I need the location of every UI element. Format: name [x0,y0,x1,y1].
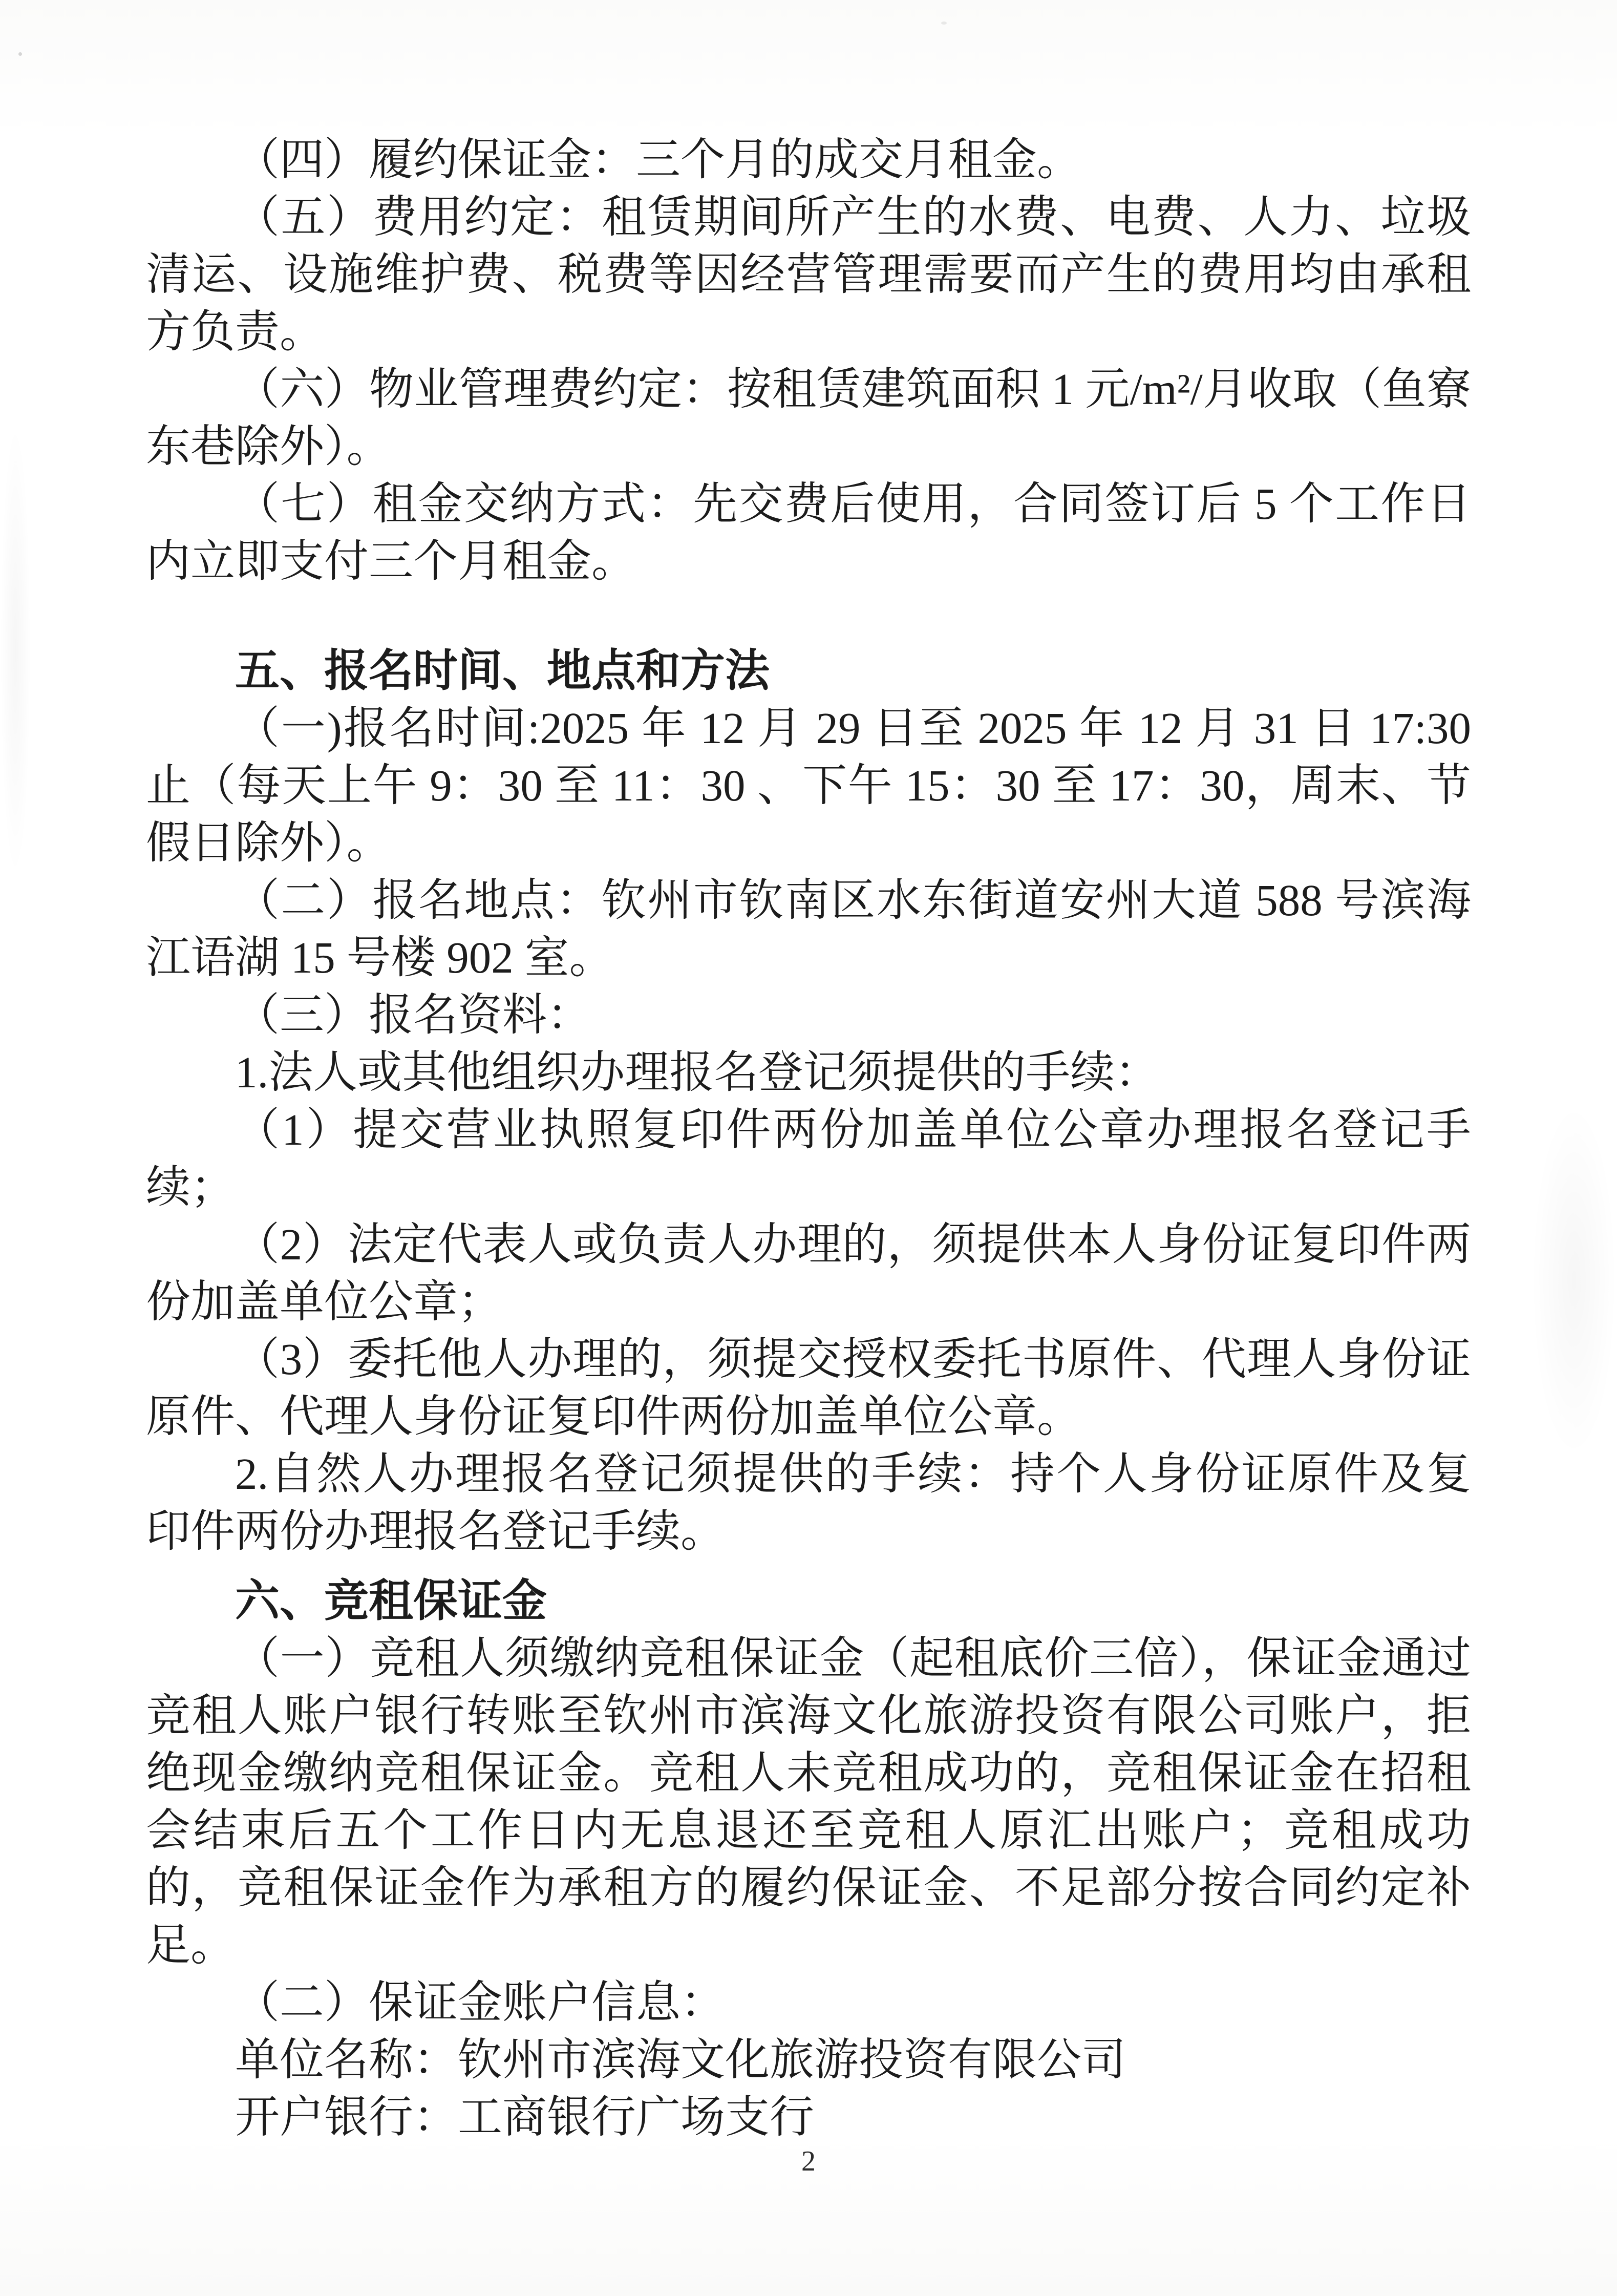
registration-location: （二）报名地点：钦州市钦南区水东街道安州大道 588 号滨海江语湖 15 号楼 902 室。 [146,875,1471,982]
scan-smudge [0,420,31,881]
registration-materials-label: （三）报名资料： [235,990,591,1040]
procedure-item-2: （2）法定代表人或负责人办理的，须提供本人身份证复印件两份加盖单位公章； [146,1219,1471,1326]
natural-person-procedures: 2.自然人办理报名登记须提供的手续：持个人身份证原件及复印件两份办理报名登记手续。 [146,1449,1471,1556]
clause-rent-payment-method: （七）租金交纳方式：先交费后使用，合同签订后 5 个工作日内立即支付三个月租金。 [146,479,1471,586]
section-heading-bid-deposit: 六、竞租保证金 [235,1576,547,1626]
clause-fee-agreement: （五）费用约定：租赁期间所产生的水费、电费、人力、垃圾清运、设施维护费、税费等因经营管理需要而产生的费用均由承租方负责。 [146,192,1471,356]
document-body [146,131,1471,2146]
scan-speck [18,52,22,56]
account-unit-name: 单位名称：钦州市滨海文化旅游投资有限公司 [235,2035,1126,2084]
clause-performance-bond: （四）履约保证金：三个月的成交月租金。 [235,135,1081,184]
account-bank: 开户银行：工商银行广场支行 [235,2092,814,2142]
deposit-account-info-label: （二）保证金账户信息： [235,1977,725,2027]
procedure-item-1: （1）提交营业执照复印件两份加盖单位公章办理报名登记手续； [146,1105,1471,1212]
legal-person-procedures-label: 1.法人或其他组织办理报名登记须提供的手续： [235,1047,1160,1097]
clause-property-management-fee: （六）物业管理费约定：按租赁建筑面积 1 元/m²/月收取（鱼寮东巷除外）。 [146,364,1471,471]
registration-time: （一)报名时间:2025 年 12 月 29 日至 2025 年 12 月 31 日 17:30 止（每天上午 9：30 至 11：30 、下午 15：30 至 17：30，周末、节假日除外）。 [146,703,1471,868]
scan-speck [941,22,947,25]
bid-deposit-rules: （一）竞租人须缴纳竞租保证金（起租底价三倍），保证金通过竞租人账户银行转账至钦州市滨海文化旅游投资有限公司账户，拒绝现金缴纳竞租保证金。竞租人未竞租成功的，竞租保证金在招租会结束后五个工作日内无息退还至竞租人原汇出账户；竞租成功的，竞租保证金作为承租方的履约保证金、不足部分按合同约定补足。 [146,1633,1471,1970]
procedure-item-3: （3）委托他人办理的，须提交授权委托书原件、代理人身份证原件、代理人身份证复印件两份加盖单位公章。 [146,1334,1471,1441]
section-heading-registration: 五、报名时间、地点和方法 [235,646,770,696]
scan-smudge [1531,1101,1617,1460]
page-number: 2 [801,2145,816,2177]
